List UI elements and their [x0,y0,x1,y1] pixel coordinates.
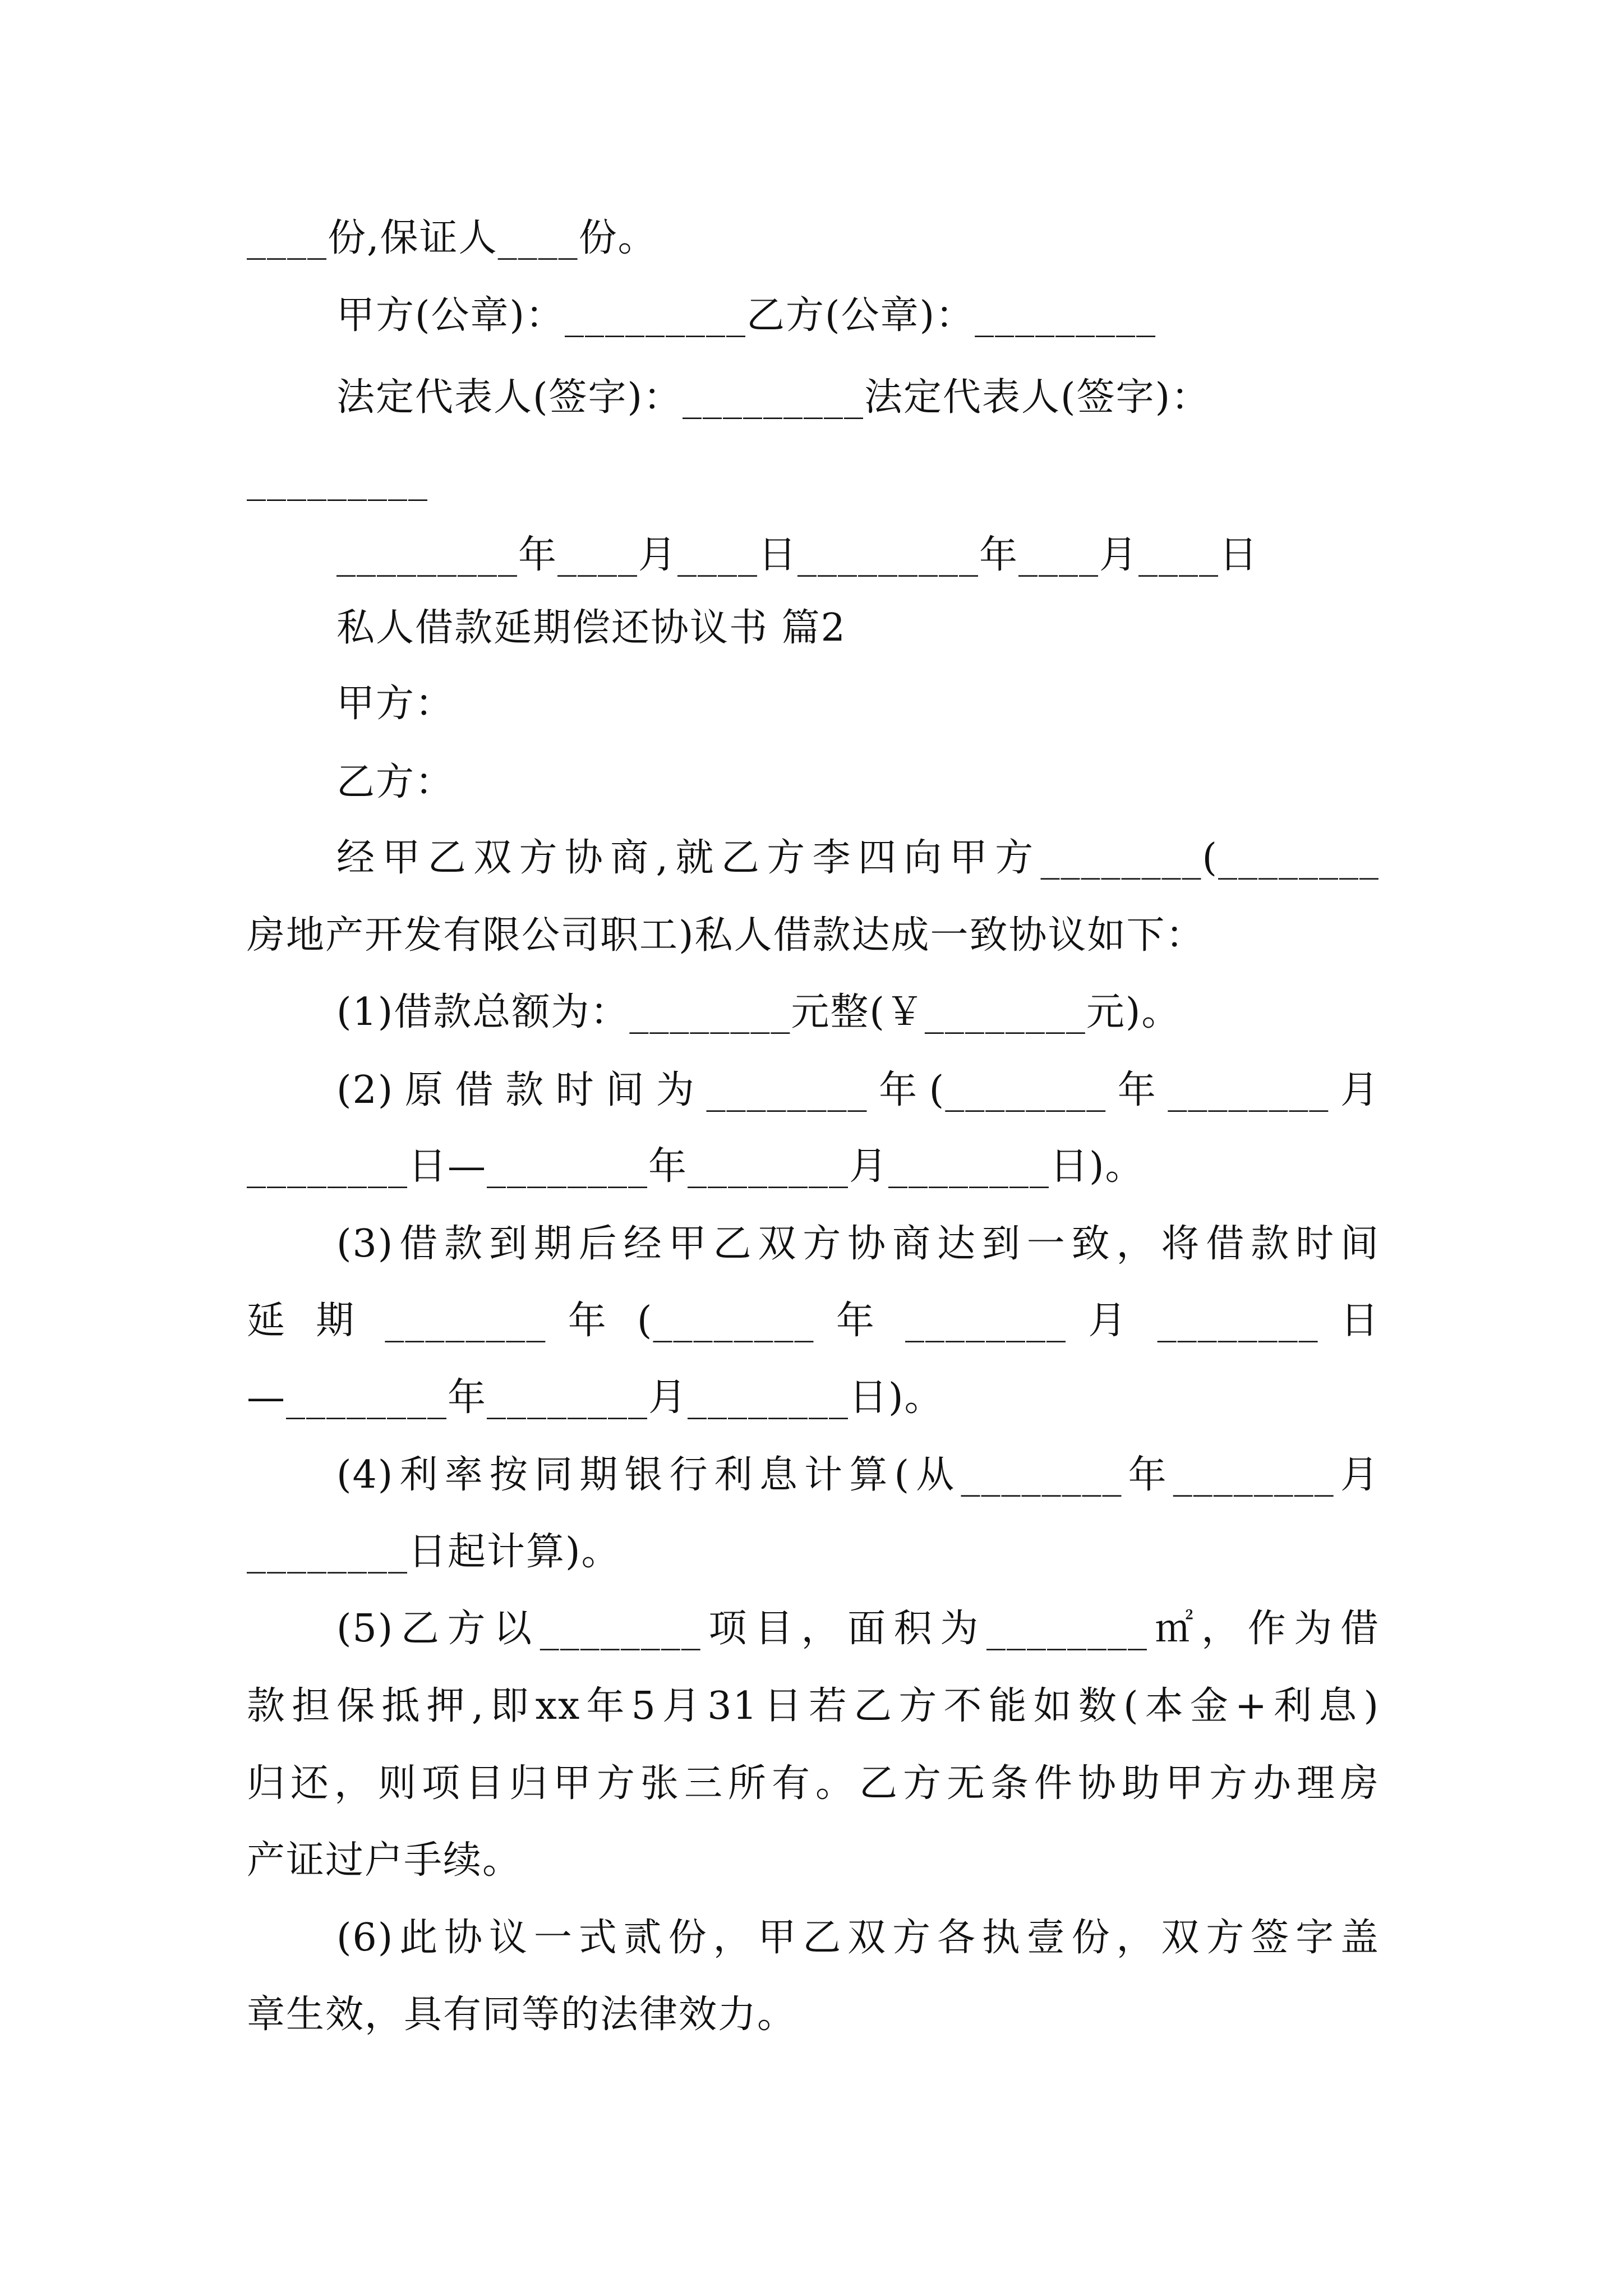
clause-6-line-2: 章生效，具有同等的法律效力。 [247,1993,797,2037]
clause-3-line-1: (3)借款到期后经甲乙双方协商达到一致，将借款时间 [336,1222,1380,1266]
clause-1: (1)借款总额为：________元整(￥________元)。 [336,990,1181,1034]
clause-2-line-1: (2)原借款时间为________年(________年________月 [336,1068,1380,1112]
section-title: 私人借款延期偿还协议书 篇2 [336,606,846,650]
clause-4-line-2: ________日起计算)。 [247,1530,621,1574]
clause-5-line-1: (5)乙方以________项目，面积为________㎡，作为借 [336,1607,1380,1651]
paragraph-intro-line-2: 房地产开发有限公司职工)私人借款达成一致协议如下： [247,913,1205,958]
clause-5-line-4: 产证过户手续。 [247,1838,522,1883]
signature-blank: _________ [247,457,428,501]
clause-5-line-3: 归还，则项目归甲方张三所有。乙方无条件协助甲方办理房 [247,1761,1380,1806]
party-b-label: 乙方： [336,760,455,804]
clause-6-line-1: (6)此协议一式贰份，甲乙双方各执壹份，双方签字盖 [336,1916,1380,1960]
clause-3-line-2: 延 期 ________ 年 (________ 年 ________ 月 ________ 日 [247,1299,1380,1343]
representative-signature-line: 法定代表人(签字)：_________法定代表人(签字)： [336,375,1211,420]
clause-4-line-1: (4)利率按同期银行利息计算(从________年________月 [336,1453,1380,1497]
party-a-label: 甲方： [336,682,455,726]
seal-line: 甲方(公章)：_________乙方(公章)：_________ [336,293,1157,338]
paragraph-intro-line-1: 经甲乙双方协商,就乙方李四向甲方________(________ [336,836,1380,880]
date-line: _________年____月____日_________年____月____日 [336,533,1259,577]
copies-line: ____份,保证人____份。 [247,216,657,260]
clause-5-line-2: 款担保抵押,即xx年5月31日若乙方不能如数(本金+利息) [247,1684,1380,1728]
clause-3-line-3: —________年________月________日)。 [247,1375,944,1420]
clause-2-line-2: ________日—________年________月________日)。 [247,1144,1145,1189]
